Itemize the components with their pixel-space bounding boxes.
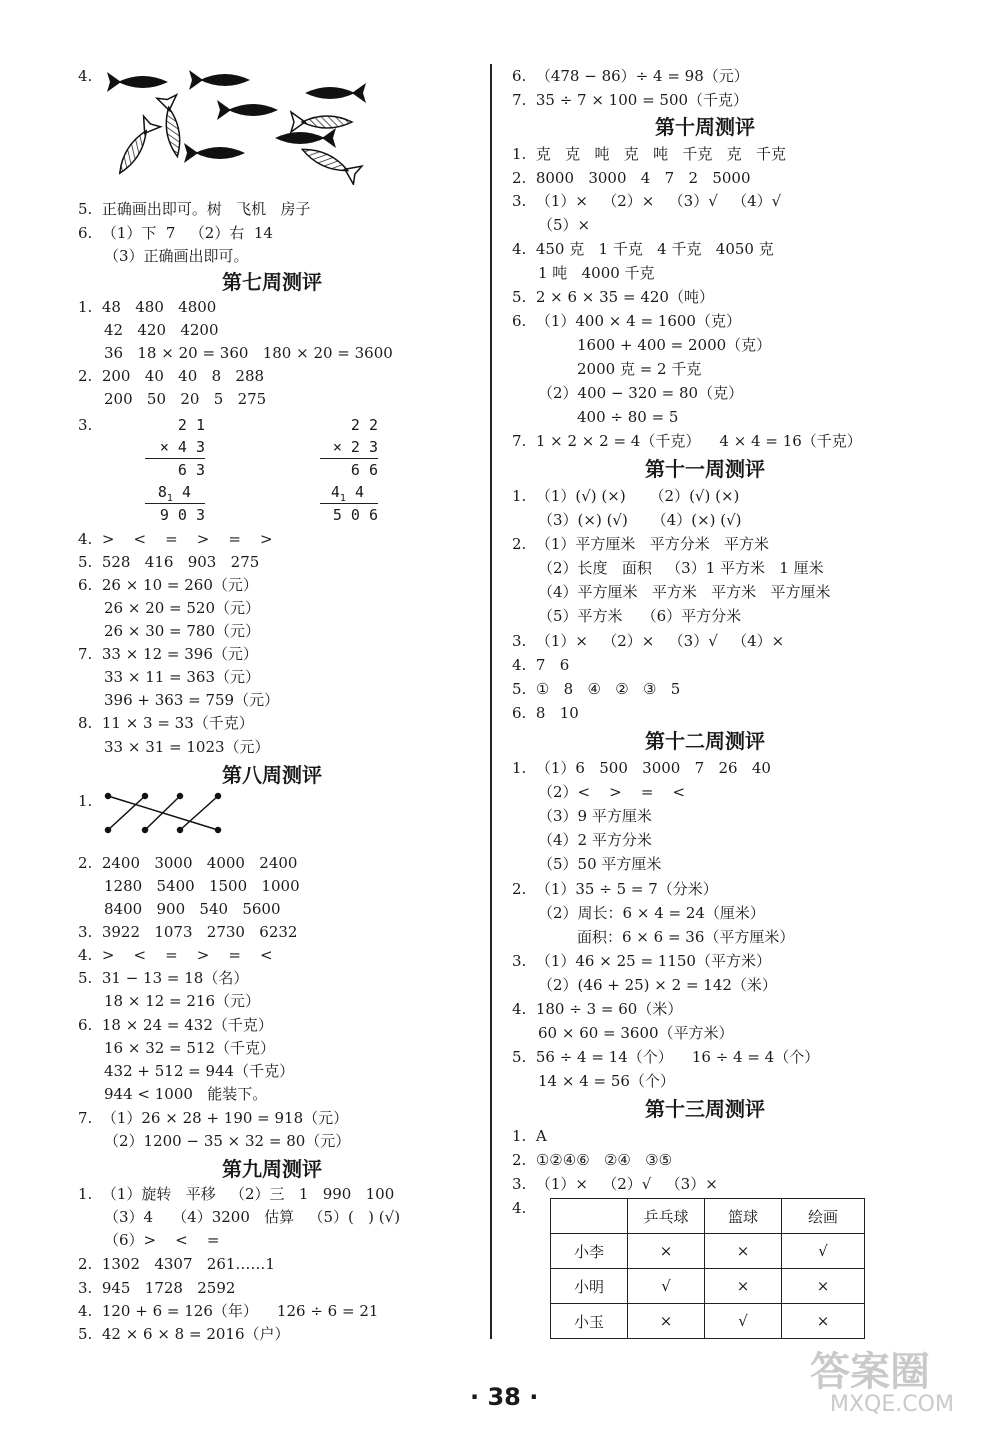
week7-title: 第七周测评 — [222, 270, 322, 294]
table-cell: 小明 — [551, 1269, 628, 1304]
w8-line-8: 6. 18 × 24 = 432（千克） — [78, 1016, 273, 1034]
w7-line-16: 33 × 31 = 1023（元） — [104, 738, 270, 756]
w10-line-3: 3. （1）× （2）× （3）√ （4）√ — [512, 192, 782, 210]
fish-hatch-1 — [291, 112, 352, 132]
w10-line-9: 1600 + 400 = 2000（克） — [577, 336, 772, 354]
table-cell: 小李 — [551, 1234, 628, 1269]
w8-line-11: 944 < 1000 能装下。 — [104, 1085, 268, 1103]
table-cell: × — [628, 1234, 705, 1269]
w11-line-1: 1. （1）(√) (×) （2）(√) (×) — [512, 487, 740, 505]
watermark-url: MXQE.COM — [830, 1392, 954, 1417]
w7-line-7: 4. > < = > = > — [78, 530, 273, 548]
w7-line-8: 5. 528 416 903 275 — [78, 553, 260, 571]
fish-solid-2 — [189, 70, 250, 90]
fish-solid-3 — [305, 83, 366, 103]
w8-line-5: 4. > < = > = < — [78, 946, 273, 964]
watermark-logo: 答案圈 — [810, 1349, 930, 1395]
w12-line-2: （2）< > = < — [538, 783, 686, 801]
activity-table — [550, 1198, 865, 1339]
w8-line-2: 1280 5400 1500 1000 — [104, 877, 300, 895]
w9-line-1: 1. （1）旋转 平移 （2）三 1 990 100 — [78, 1185, 395, 1203]
table-cell: × — [782, 1304, 865, 1339]
mul1-row-3: 6 3 — [145, 458, 205, 481]
w10-line-4: （5）× — [538, 216, 591, 234]
w7-line-1: 1. 48 480 4800 — [78, 298, 217, 316]
table-cell: × — [628, 1304, 705, 1339]
table-header-cell — [551, 1199, 628, 1234]
w7-line-14: 396 + 363 = 759（元） — [104, 691, 280, 709]
table-cell: × — [705, 1269, 782, 1304]
mul1-row-4 — [145, 481, 205, 503]
fish-solid-1 — [107, 72, 168, 92]
column-divider — [490, 64, 492, 1339]
w12-line-6: 2. （1）35 ÷ 5 = 7（分米） — [512, 880, 718, 898]
table-cell: 小玉 — [551, 1304, 628, 1339]
w10-line-10: 2000 克 = 2 千克 — [577, 360, 702, 378]
fish-solid-6 — [184, 143, 245, 163]
fish-hatch-2 — [298, 140, 362, 184]
w12-line-10: （2）(46 + 25) × 2 = 142（米） — [538, 976, 777, 994]
table-cell: √ — [782, 1234, 865, 1269]
w8-line-9: 16 × 32 = 512（千克） — [104, 1039, 276, 1057]
table-header-cell: 篮球 — [705, 1199, 782, 1234]
w12-line-3: （3）9 平方厘米 — [538, 807, 652, 825]
w8-line-3: 8400 900 540 5600 — [104, 900, 281, 918]
w10-line-2: 2. 8000 3000 4 7 2 5000 — [512, 169, 751, 187]
w8-line-10: 432 + 512 = 944（千克） — [104, 1062, 295, 1080]
table-cell: × — [705, 1234, 782, 1269]
week10-title: 第十周测评 — [655, 115, 755, 139]
line-matching-figure — [100, 788, 230, 840]
fish-figure — [105, 60, 375, 185]
table-row — [551, 1234, 865, 1269]
q6-answer-a: 6. （1）下 7 （2）右 14 — [78, 224, 273, 242]
w12-line-11: 4. 180 ÷ 3 = 60（米） — [512, 1000, 683, 1018]
week13-title: 第十三周测评 — [645, 1097, 765, 1121]
w11-line-4: （2）长度 面积 （3）1 平方米 1 厘米 — [538, 559, 824, 577]
table-row — [551, 1304, 865, 1339]
w12-line-12: 60 × 60 = 3600（平方米） — [538, 1024, 734, 1042]
w10-line-7: 5. 2 × 6 × 35 = 420（吨） — [512, 288, 714, 306]
table-header-cell: 乒乓球 — [628, 1199, 705, 1234]
w10-line-11: （2）400 − 320 = 80（克） — [538, 384, 744, 402]
w8-line-7: 18 × 12 = 216（元） — [104, 992, 261, 1010]
table-cell: √ — [628, 1269, 705, 1304]
w13-line-2: 2. ①②④⑥ ②④ ③⑤ — [512, 1151, 673, 1169]
table-header-row — [551, 1199, 865, 1234]
mul2-row-2: × 2 3 — [332, 438, 378, 456]
w12-line-4: （4）2 平方分米 — [538, 831, 652, 849]
table-header-cell: 绘画 — [782, 1199, 865, 1234]
w8-line-6: 5. 31 − 13 = 18（名） — [78, 969, 249, 987]
w8-line-13: （2）1200 − 35 × 32 = 80（元） — [104, 1132, 351, 1150]
w7-line-13: 33 × 11 = 363（元） — [104, 668, 261, 686]
w9-line-7: 5. 42 × 6 × 8 = 2016（户） — [78, 1325, 290, 1343]
mul2-digit-2: 4 — [345, 483, 364, 501]
w7-line-11: 26 × 30 = 780（元） — [104, 622, 261, 640]
w10-line-8: 6. （1）400 × 4 = 1600（克） — [512, 312, 741, 330]
vertical-multiplication-2 — [320, 414, 378, 526]
w10-line-13: 7. 1 × 2 × 2 = 4（千克） 4 × 4 = 16（千克） — [512, 432, 862, 450]
week12-title: 第十二周测评 — [645, 729, 765, 753]
fish-hatch-3 — [111, 116, 160, 178]
mul1-row-2: × 4 3 — [159, 438, 205, 456]
w7-line-4: 2. 200 40 40 8 288 — [78, 367, 265, 385]
page-number: · 38 · — [470, 1383, 539, 1411]
w7-line-6: 3. — [78, 416, 93, 434]
w9-line-3: （6）> < = — [104, 1231, 220, 1249]
w11-line-6: （5）平方米 （6）平方分米 — [538, 607, 742, 625]
q6-answer-b: （3）正确画出即可。 — [104, 247, 249, 265]
w11-line-10: 6. 8 10 — [512, 704, 579, 722]
w12-line-9: 3. （1）46 × 25 = 1150（平方米） — [512, 952, 771, 970]
mul2-digit: 4 — [330, 483, 340, 501]
w11-line-8: 4. 7 6 — [512, 656, 570, 674]
w11-line-3: 2. （1）平方厘米 平方分米 平方米 — [512, 535, 770, 553]
w12-line-14: 14 × 4 = 56（个） — [538, 1072, 675, 1090]
w11-line-2: （3）(×) (√) （4）(×) (√) — [538, 511, 742, 529]
q5-answer: 5. 正确画出即可。树 飞机 房子 — [78, 200, 311, 218]
w8-line-1: 2. 2400 3000 4000 2400 — [78, 854, 298, 872]
fish-solid-4 — [217, 100, 278, 120]
w13-line-3: 3. （1）× （2）√ （3）× — [512, 1175, 718, 1193]
mul1-digit: 8 — [157, 483, 167, 501]
mul2-row-1: 2 2 — [350, 416, 378, 434]
q4-label: 4. — [78, 67, 93, 85]
w11-line-5: （4）平方厘米 平方米 平方米 平方厘米 — [538, 583, 831, 601]
w7-line-3: 36 18 × 20 = 360 180 × 20 = 3600 — [104, 344, 393, 362]
w11-line-7: 3. （1）× （2）× （3）√ （4）× — [512, 632, 785, 650]
w10-line-5: 4. 450 克 1 千克 4 千克 4050 克 — [512, 240, 774, 258]
w12-line-7: （2）周长：6 × 4 = 24（厘米） — [538, 904, 765, 922]
week8-title: 第八周测评 — [222, 763, 322, 787]
mul2-carry: 1 — [339, 493, 346, 504]
w8-q1-label: 1. — [78, 792, 93, 810]
vertical-multiplication-1 — [145, 414, 205, 526]
w12-line-1: 1. （1）6 500 3000 7 26 40 — [512, 759, 771, 777]
week11-title: 第十一周测评 — [645, 457, 765, 481]
w10-line-6: 1 吨 4000 千克 — [538, 264, 655, 282]
w9-line-6: 4. 120 + 6 = 126（年） 126 ÷ 6 = 21 — [78, 1302, 379, 1320]
w12-line-8: 面积：6 × 6 = 36（平方厘米） — [577, 928, 795, 946]
w7-line-5: 200 50 20 5 275 — [104, 390, 267, 408]
w12-line-5: （5）50 平方厘米 — [538, 855, 662, 873]
mul2-row-3: 6 6 — [320, 458, 378, 481]
mul1-row-5: 9 0 3 — [145, 503, 205, 526]
r-top-line-2: 7. 35 ÷ 7 × 100 = 500（千克） — [512, 91, 749, 109]
w9-line-4: 2. 1302 4307 261……1 — [78, 1255, 275, 1273]
table-cell: √ — [705, 1304, 782, 1339]
mul2-row-4 — [320, 481, 378, 503]
w13-line-4: 4. — [512, 1199, 527, 1217]
mul2-row-5: 5 0 6 — [320, 503, 378, 526]
w8-line-12: 7. （1）26 × 28 + 190 = 918（元） — [78, 1109, 349, 1127]
mul1-carry: 1 — [166, 493, 173, 504]
w10-line-1: 1. 克 克 吨 克 吨 千克 克 千克 — [512, 145, 786, 163]
fish-solid-5 — [275, 128, 336, 148]
w13-line-1: 1. A — [512, 1127, 547, 1145]
w7-line-10: 26 × 20 = 520（元） — [104, 599, 261, 617]
w7-line-12: 7. 33 × 12 = 396（元） — [78, 645, 258, 663]
mul1-row-1: 2 1 — [177, 416, 205, 434]
w7-line-15: 8. 11 × 3 = 33（千克） — [78, 714, 254, 732]
w8-line-4: 3. 3922 1073 2730 6232 — [78, 923, 298, 941]
table-row — [551, 1269, 865, 1304]
w9-line-5: 3. 945 1728 2592 — [78, 1279, 236, 1297]
w12-line-13: 5. 56 ÷ 4 = 14（个） 16 ÷ 4 = 4（个） — [512, 1048, 820, 1066]
w10-line-12: 400 ÷ 80 = 5 — [577, 408, 679, 426]
w7-line-2: 42 420 4200 — [104, 321, 219, 339]
w9-line-2: （3）4 （4）3200 估算 （5）( ) (√) — [104, 1208, 401, 1226]
mul1-digit-2: 4 — [172, 483, 191, 501]
w11-line-9: 5. ① 8 ④ ② ③ 5 — [512, 680, 681, 698]
week9-title: 第九周测评 — [222, 1157, 322, 1181]
table-cell: × — [782, 1269, 865, 1304]
r-top-line-1: 6. （478 − 86）÷ 4 = 98（元） — [512, 67, 749, 85]
w7-line-9: 6. 26 × 10 = 260（元） — [78, 576, 258, 594]
